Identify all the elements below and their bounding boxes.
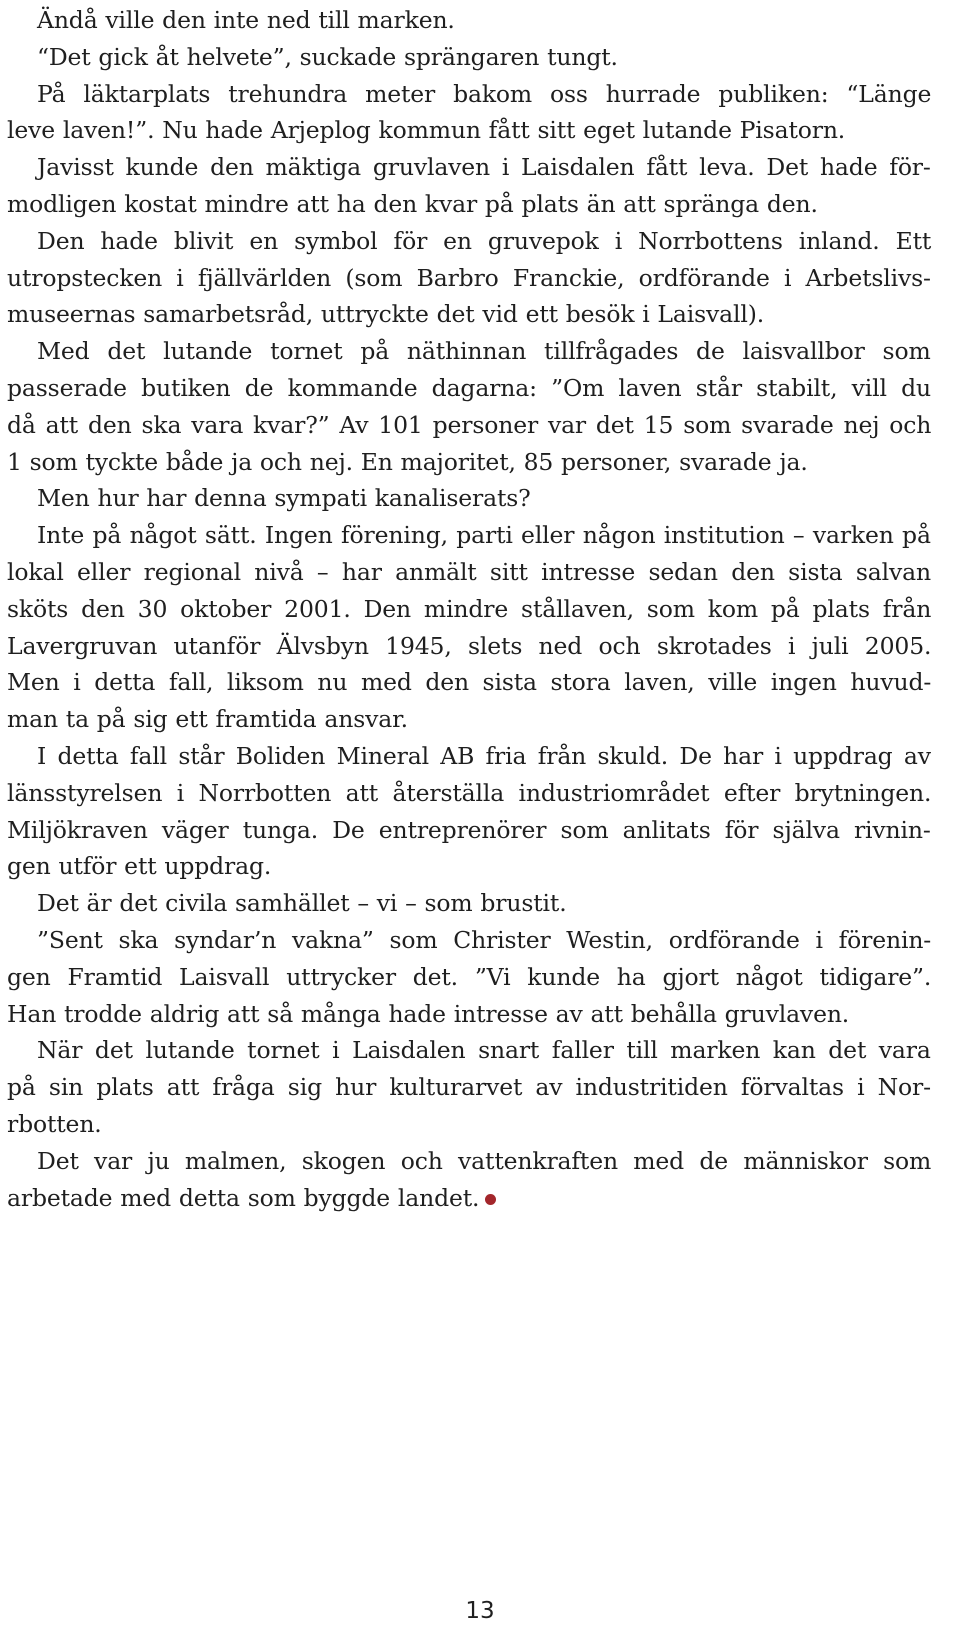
line-text: leve laven!”. Nu hade Arjeplog kommun fått sitt eget lutande Pisatorn.	[7, 116, 846, 145]
line-text: Han trodde aldrig att så många hade intresse av att behålla gruvlaven.	[7, 999, 850, 1028]
line-text: arbetade med detta som byggde landet.	[7, 1183, 480, 1212]
paragraph	[7, 885, 931, 922]
line-text: Den hade blivit en symbol för en gruvepok i Norrbottens inland. Ett	[37, 226, 932, 255]
text-line	[7, 260, 931, 297]
text-line	[7, 76, 931, 113]
line-text: 1 som tyckte både ja och nej. En majoritet, 85 personer, svarade ja.	[7, 447, 808, 476]
line-text: Men i detta fall, liksom nu med den sista stora laven, ville ingen huvud-	[7, 668, 932, 697]
line-text: Med det lutande tornet på näthinnan tillfrågades de laisvallbor som	[37, 337, 931, 366]
text-line	[7, 1069, 931, 1106]
line-text: man ta på sig ett framtida ansvar.	[7, 705, 408, 734]
line-text: Ändå ville den inte ned till marken.	[37, 6, 455, 34]
paragraph	[7, 1032, 931, 1142]
paragraph	[7, 223, 931, 333]
line-text: utropstecken i fjällvärlden (som Barbro Franckie, ordförande i Arbetslivs-	[7, 263, 931, 292]
paragraph	[7, 738, 931, 885]
text-line	[7, 186, 931, 223]
text-line	[7, 1143, 931, 1180]
line-text: sköts den 30 oktober 2001. Den mindre stållaven, som kom på plats från	[7, 594, 932, 623]
text-line	[7, 1180, 931, 1217]
line-text: lokal eller regional nivå – har anmält sitt intresse sedan den sista salvan	[7, 557, 931, 586]
text-line	[7, 149, 931, 186]
paragraph	[7, 2, 931, 39]
paragraph	[7, 1143, 931, 1217]
line-text: museernas samarbetsråd, uttryckte det vid ett besök i Laisvall).	[7, 300, 765, 329]
text-line	[7, 333, 931, 370]
text-line	[7, 996, 931, 1033]
text-line	[7, 370, 931, 407]
text-line	[7, 591, 931, 628]
line-text: När det lutande tornet i Laisdalen snart faller till marken kan det vara	[37, 1036, 931, 1065]
text-line	[7, 296, 931, 333]
paragraph	[7, 517, 931, 738]
line-text: modligen kostat mindre att ha den kvar på plats än att spränga den.	[7, 189, 818, 218]
paragraph	[7, 922, 931, 1032]
text-line	[7, 1032, 931, 1069]
text-line	[7, 848, 931, 885]
line-text: På läktarplats trehundra meter bakom oss hurrade publiken: “Länge	[37, 79, 932, 108]
text-line	[7, 738, 931, 775]
line-text: Men hur har denna sympati kanaliserats?	[37, 484, 531, 513]
text-line	[7, 112, 931, 149]
line-text: Det var ju malmen, skogen och vattenkraften med de människor som	[37, 1146, 932, 1175]
line-text: då att den ska vara kvar?” Av 101 personer var det 15 som svarade nej och	[7, 410, 932, 439]
line-text: på sin plats att fråga sig hur kulturarvet av industritiden förvaltas i Nor-	[7, 1073, 931, 1102]
paragraph	[7, 149, 931, 223]
text-line	[7, 922, 931, 959]
paragraph	[7, 76, 931, 150]
text-line	[7, 517, 931, 554]
line-text: gen Framtid Laisvall uttrycker det. ”Vi kunde ha gjort något tidigare”.	[7, 962, 932, 991]
text-line	[7, 1106, 931, 1143]
paragraph	[7, 39, 931, 76]
text-line	[7, 885, 931, 922]
article-body	[7, 2, 931, 1216]
text-line	[7, 628, 931, 665]
paragraph	[7, 480, 931, 517]
page-number: 13	[465, 1598, 495, 1624]
text-line	[7, 480, 931, 517]
line-text: Inte på något sätt. Ingen förening, parti eller någon institution – varken på	[37, 521, 931, 550]
line-text: länsstyrelsen i Norrbotten att återställa industriområdet efter brytningen.	[7, 778, 932, 807]
line-text: passerade butiken de kommande dagarna: ”Om laven står stabilt, vill du	[7, 373, 931, 402]
line-text: “Det gick åt helvete”, suckade sprängaren tungt.	[37, 42, 618, 71]
line-text: I detta fall står Boliden Mineral AB fria från skuld. De har i uppdrag av	[37, 741, 931, 770]
text-line	[7, 554, 931, 591]
text-line	[7, 664, 931, 701]
line-text: ”Sent ska syndar’n vakna” som Christer Westin, ordförande i förenin-	[37, 925, 932, 954]
text-line	[7, 2, 931, 39]
end-mark-dot-icon	[485, 1194, 496, 1205]
line-text: rbotten.	[7, 1109, 102, 1138]
line-text: Miljökraven väger tunga. De entreprenörer som anlitats för själva rivnin-	[7, 815, 931, 844]
text-line	[7, 407, 931, 444]
line-text: Det är det civila samhället – vi – som brustit.	[37, 889, 567, 918]
text-line	[7, 959, 931, 996]
text-line	[7, 223, 931, 260]
line-text: Javisst kunde den mäktiga gruvlaven i Laisdalen fått leva. Det hade för-	[37, 153, 931, 182]
text-line	[7, 701, 931, 738]
text-line	[7, 39, 931, 76]
text-line	[7, 775, 931, 812]
line-text: Lavergruvan utanför Älvsbyn 1945, slets ned och skrotades i juli 2005.	[7, 631, 932, 660]
text-line	[7, 444, 931, 481]
text-line	[7, 812, 931, 849]
paragraph	[7, 333, 931, 480]
line-text: gen utför ett uppdrag.	[7, 852, 272, 881]
